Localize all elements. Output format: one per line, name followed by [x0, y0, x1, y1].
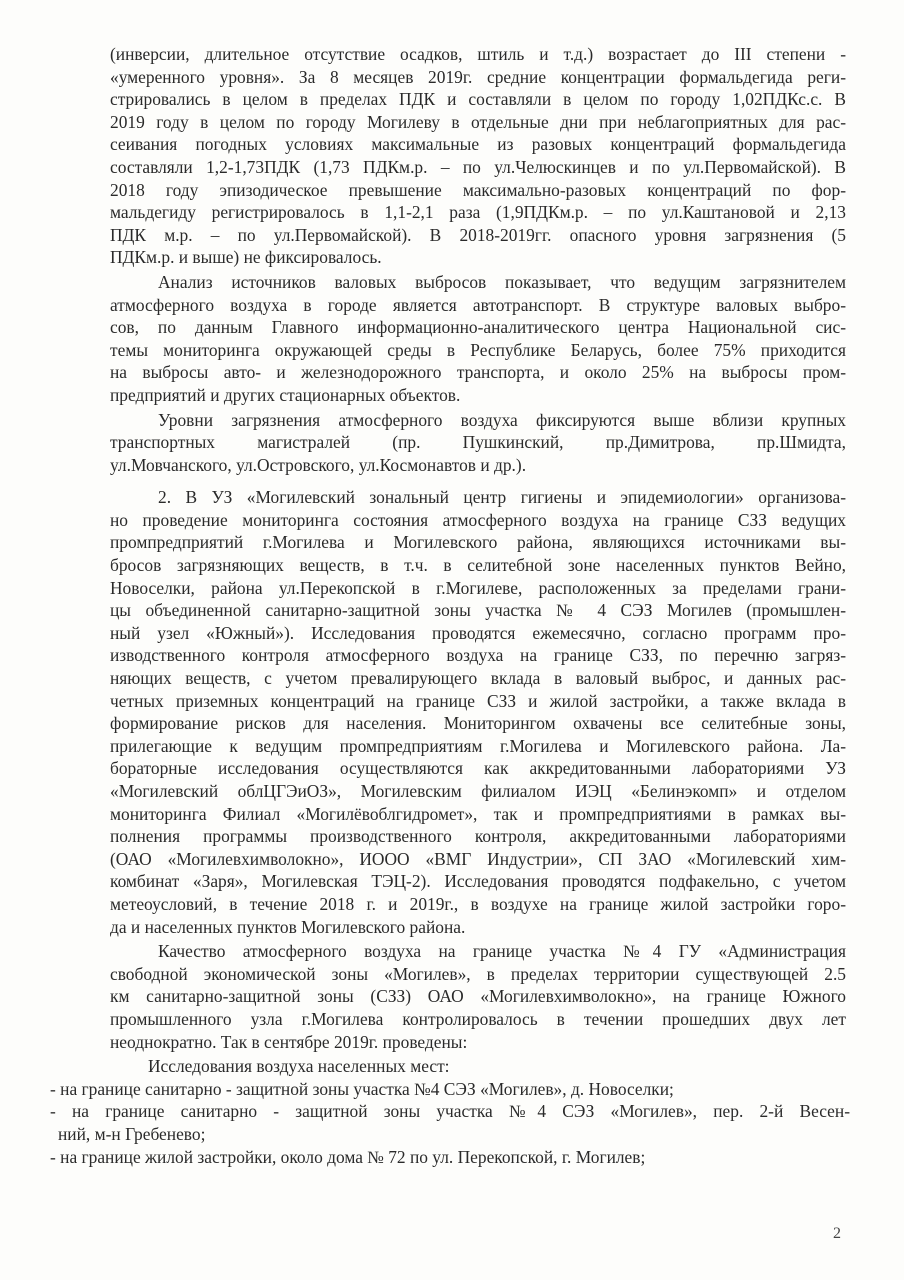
page-number: 2	[833, 1225, 841, 1242]
text-line: четных приземных концентраций на границе СЗЗ и жилой застройки, а также вклада в	[110, 690, 846, 711]
text-line: няющих веществ, с учетом превалирующего вклада в валовый выброс, и данных рас-	[110, 668, 846, 689]
text-line: Качество атмосферного воздуха на границе участка №4 ГУ «Администрация	[158, 941, 846, 962]
paragraph-emission-sources	[110, 271, 846, 407]
text-line: промпредприятий г.Могилева и Могилевского района, являющихся источниками вы-	[110, 532, 846, 553]
text-line: промышленного узла г.Могилева контролировалось в течении прошедших двух лет	[110, 1008, 846, 1029]
text-line: сов, по данным Главного информационно-аналитического центра Национальной сис-	[110, 317, 846, 338]
text-line: ПДК м.р. – по ул.Первомайской). В 2018-2019гг. опасного уровня загрязнения (5	[110, 224, 846, 245]
text-line: неоднократно. Так в сентябре 2019г. проведены:	[110, 1031, 468, 1052]
text-line: атмосферного воздуха в городе является автотранспорт. В структуре валовых выбро-	[110, 294, 846, 315]
text-line: свободной экономической зоны «Могилев», в пределах территории существующей 2.5	[110, 963, 846, 984]
text-line: 2019 году в целом по городу Могилеву в отдельные дни при неблагоприятных для рас-	[110, 111, 846, 132]
list-item	[50, 1146, 850, 1169]
text-line: ул.Мовчанского, ул.Островского, ул.Космонавтов и др.).	[110, 454, 527, 475]
text-line: км санитарно-защитной зоны (СЗЗ) ОАО «Могилевхимволокно», на границе Южного	[110, 986, 846, 1007]
text-line: метеоусловий, в течение 2018 г. и 2019г., в воздухе на границе жилой застройки горо-	[110, 893, 846, 914]
paragraph-formaldehyde	[110, 43, 846, 269]
text-line: на выбросы авто- и железнодорожного транспорта, и около 25% на выбросы пром-	[110, 362, 846, 383]
text-line: 2. В УЗ «Могилевский зональный центр гигиены и эпидемиологии» организова-	[158, 487, 846, 508]
text-line: формирование рисков для населения. Мониторингом охвачены все селитебные зоны,	[110, 713, 846, 734]
text-line: бросов загрязняющих веществ, в т.ч. в селитебной зоне населенных пунктов Вейно,	[110, 555, 846, 576]
text-line: темы мониторинга окружающей среды в Республике Беларусь, более 75% приходится	[110, 339, 846, 360]
text-line: комбинат «Заря», Могилевская ТЭЦ-2). Исследования проводятся подфакельно, с учетом	[110, 871, 846, 892]
text-line: составляли 1,2-1,73ПДК (1,73 ПДКм.р. – по ул.Челюскинцев и по ул.Первомайской). В	[110, 156, 846, 177]
text-line: прилегающие к ведущим промпредприятиям г.Могилева и Могилевского района. Ла-	[110, 735, 846, 756]
text-line: но проведение мониторинга состояния атмосферного воздуха на границе СЗЗ ведущих	[110, 509, 846, 530]
research-list-section	[50, 1055, 850, 1168]
text-line: цы объединенной санитарно-защитной зоны участка № 4 СЭЗ Могилев (промышлен-	[110, 600, 846, 621]
text-line: Анализ источников валовых выбросов показывает, что ведущим загрязнителем	[158, 271, 846, 292]
text-line: «Могилевский облЦГЭиОЗ», Могилевским филиалом ИЭЦ «Белинэкомп» и отделом	[110, 781, 846, 801]
list-heading: Исследования воздуха населенных мест:	[148, 1056, 450, 1077]
list-item-line: ний, м-н Гребенево;	[58, 1123, 206, 1144]
list-item-line: - на границе санитарно - защитной зоны участка №4 СЭЗ «Могилев», д. Новоселки;	[50, 1078, 674, 1099]
text-line: Новоселки, района ул.Перекопской в г.Могилеве, расположенных за пределами грани-	[110, 577, 846, 598]
text-line: изводственного контроля атмосферного воздуха на границе СЗЗ, по перечню загряз-	[110, 645, 846, 666]
paragraph-pollution-levels	[110, 409, 846, 477]
text-line: да и населенных пунктов Могилевского района.	[110, 916, 466, 937]
text-line: 2018 году эпизодическое превышение максимально-разовых концентраций по фор-	[110, 179, 846, 200]
list-item	[50, 1078, 850, 1101]
list-item	[50, 1100, 850, 1145]
text-line: мониторинга Филиал «Могилёвоблгидромет», так и промпредприятиями в рамках вы-	[110, 803, 846, 824]
text-line: мальдегиду регистрировалось в 1,1-2,1 раза (1,9ПДКм.р. – по ул.Каштановой и 2,13	[110, 202, 846, 223]
text-line: полнения программы производственного контроля, аккредитованными лабораториями	[110, 826, 846, 847]
text-line: Уровни загрязнения атмосферного воздуха фиксируются выше вблизи крупных	[158, 409, 846, 430]
text-line: стрировались в целом в пределах ПДК и составляли в целом по городу 1,02ПДКс.с. В	[110, 89, 846, 110]
text-line: (инверсии, длительное отсутствие осадков, штиль и т.д.) возрастает до III степени -	[110, 44, 846, 64]
text-line: ПДКм.р. и выше) не фиксировалось.	[110, 247, 382, 268]
paragraph-air-quality	[110, 940, 846, 1053]
text-line: сеивания погодных условиях максимальные из разовых концентраций формальдегида	[110, 134, 846, 155]
text-line: (ОАО «Могилевхимволокно», ИООО «ВМГ Индустрии», СП ЗАО «Могилевский хим-	[110, 848, 846, 869]
list-item-line: - на границе санитарно - защитной зоны участка №4 СЭЗ «Могилев», пер. 2-й Весен-	[50, 1101, 850, 1122]
text-line: «умеренного уровня». За 8 месяцев 2019г. средние концентрации формальдегида реги-	[110, 66, 846, 87]
text-line: предприятий и других стационарных объектов.	[110, 384, 461, 405]
text-line: бораторные исследования осуществляются как аккредитованными лабораториями УЗ	[110, 758, 846, 779]
text-line: ный узел «Южный»). Исследования проводятся ежемесячно, согласно программ про-	[110, 622, 846, 643]
document-body	[50, 43, 850, 1168]
paragraph-monitoring	[110, 486, 846, 938]
list-item-line: - на границе жилой застройки, около дома № 72 по ул. Перекопской, г. Могилев;	[50, 1146, 646, 1167]
text-line: транспортных магистралей (пр. Пушкинский, пр.Димитрова, пр.Шмидта,	[110, 432, 846, 453]
